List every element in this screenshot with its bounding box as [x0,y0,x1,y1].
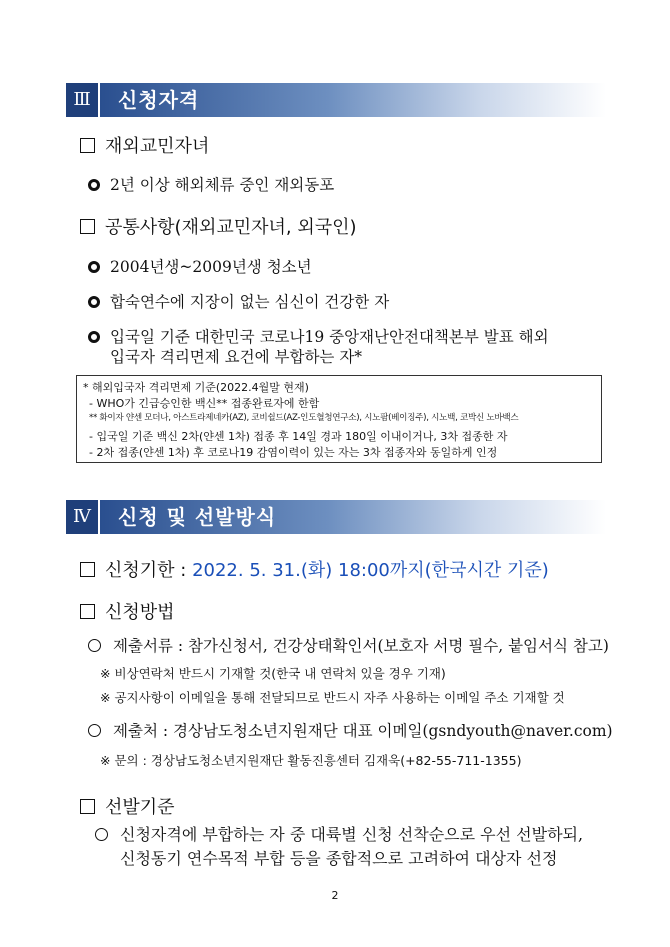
note-line: - 입국일 기준 백신 2차(얀센 1차) 접종 후 14일 경과 180일 이내이거나, 3차 접종한 자 [89,430,508,443]
section-3-title: 신청자격 [118,88,200,112]
section-4-title: 신청 및 선발방식 [118,505,277,529]
page-number: 2 [331,889,339,902]
checkbox-square-icon [80,799,95,814]
note-line: - 2차 접종(얀센 1차) 후 코로나19 감염이력이 있는 자는 3차 접종자와 동일하게 인정 [89,446,498,459]
circle-bullet-icon [88,639,101,652]
checkbox-square-icon [80,604,95,619]
application-deadline: 2022. 5. 31.(화) 18:00까지(한국시간 기준) [192,560,549,581]
subheading-criteria: 선발기준 [80,793,175,819]
bullet-birth-years: 2004년생~2009년생 청소년 [88,255,312,277]
circle-bullet-icon [95,828,108,841]
note-line: ** 화이자 얀센 모더나, 아스트라제네카(AZ), 코비쉴드(AZ-인도혈청연구소), 시노팜(베이징주), 시노백, 코박신 노바백스 [89,413,519,423]
bullet-health: 합숙연수에 지장이 없는 심신이 건강한 자 [88,290,389,312]
contact-info: ※ 문의 : 경상남도청소년지원재단 활동진흥센터 김재욱(+82-55-711-1355) [100,753,522,768]
submission-documents: 제출서류 : 참가신청서, 건강상태확인서(보호자 서명 필수, 붙임서식 참고) [88,634,609,656]
subheading-common: 공통사항(재외교민자녀, 외국인) [80,213,357,239]
section-4-header [66,500,606,534]
note-line: - WHO가 긴급승인한 백신** 접종완료자에 한함 [89,397,320,410]
docs-note: ※ 공지사항이 이메일을 통해 전달되므로 반드시 자주 사용하는 이메일 주소 기재할 것 [100,690,565,705]
selection-criteria: 신청자격에 부합하는 자 중 대륙별 신청 선착순으로 우선 선발하되, [95,822,583,845]
section-3-number: Ⅲ [66,83,98,117]
checkbox-square-icon [80,138,95,153]
bullet-ring-icon [88,179,100,191]
circle-bullet-icon [88,724,101,737]
bullet-ring-icon [88,296,100,308]
checkbox-square-icon [80,562,95,577]
bullet-ring-icon [88,261,100,273]
subheading-method: 신청방법 [80,598,175,624]
selection-criteria-cont: 신청동기 연수목적 부합 등을 종합적으로 고려하여 대상자 선정 [120,849,558,868]
bullet-quarantine-cont: 입국자 격리면제 요건에 부합하는 자* [110,348,363,366]
note-line: * 해외입국자 격리면제 기준(2022.4월말 현재) [83,381,309,394]
submission-destination: 제출처 : 경상남도청소년지원재단 대표 이메일(gsndyouth@naver.com) [88,719,613,741]
bullet-quarantine: 입국일 기준 대한민국 코로나19 중앙재난안전대책본부 발표 해외 [88,325,549,347]
bullet-overseas-residence: 2년 이상 해외체류 중인 재외동포 [88,173,334,195]
quarantine-note-box [76,375,602,463]
docs-note: ※ 비상연락처 반드시 기재할 것(한국 내 연락처 있을 경우 기재) [100,666,446,681]
bullet-ring-icon [88,331,100,343]
section-4-number: Ⅳ [66,500,98,534]
checkbox-square-icon [80,219,95,234]
subheading-overseas-children: 재외교민자녀 [80,132,209,158]
subheading-period: 신청기한 : 2022. 5. 31.(화) 18:00까지(한국시간 기준) [80,556,549,582]
section-3-header [66,83,606,117]
